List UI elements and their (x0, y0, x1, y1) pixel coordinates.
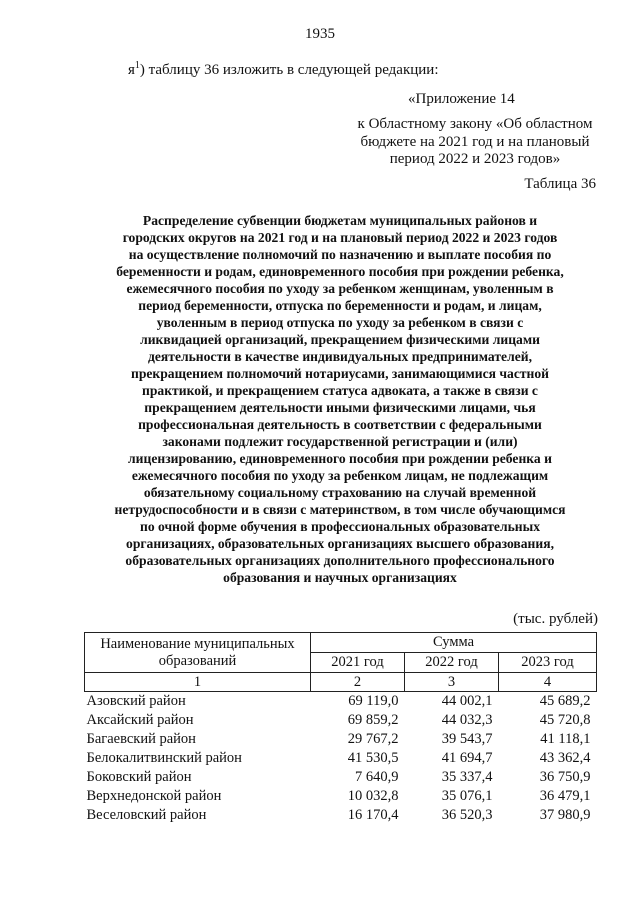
value-2023: 36 479,1 (539, 788, 591, 804)
table-row (85, 692, 597, 712)
column-number: 4 (499, 673, 597, 692)
table-row (85, 730, 597, 749)
law-reference-line: бюджете на 2021 год и на плановый (360, 133, 590, 150)
value-2022: 39 543,7 (441, 731, 493, 747)
page-number: 1935 (305, 26, 335, 42)
column-number: 3 (405, 673, 499, 692)
value-2023: 37 980,9 (539, 807, 591, 823)
heading-line: образования и научных организациях (223, 570, 457, 585)
municipality-name: Боковский район (86, 769, 192, 785)
heading-line: деятельности в качестве индивидуальных предпринимателей, (148, 349, 532, 364)
appendix-title: «Приложение 14 (408, 91, 515, 107)
value-2021: 41 530,5 (347, 750, 399, 766)
municipality-name: Багаевский район (86, 731, 196, 747)
value-2023: 43 362,4 (539, 750, 591, 766)
subvention-table (84, 632, 597, 825)
intro-prefix: я (128, 62, 135, 78)
heading-line: прекращением полномочий нотариусами, занимающимися частной (130, 366, 550, 381)
table-row (85, 806, 597, 825)
intro-text: ) таблицу 36 изложить в следующей редакции: (139, 62, 439, 78)
column-header-name-line: Наименование муниципальных (100, 635, 295, 652)
heading-line: нетрудоспособности и в связи с материнством, в том числе обучающимся (114, 502, 566, 517)
municipality-name: Веселовский район (86, 807, 207, 823)
value-2022: 44 032,3 (441, 712, 493, 728)
heading-line: лицензированию, единовременного пособия при рождении ребенка и (128, 451, 552, 466)
municipality-name: Белокалитвинский район (86, 750, 242, 766)
value-2021: 16 170,4 (347, 807, 399, 823)
value-2022: 41 694,7 (441, 750, 493, 766)
table-row (85, 768, 597, 787)
value-2021: 7 640,9 (355, 769, 399, 785)
value-2021: 69 119,0 (348, 693, 399, 709)
heading-line: образовательных организациях дополнительного профессионального (125, 553, 555, 568)
heading-line: уволенным в период отпуска по уходу за ребенком в связи с (156, 315, 524, 330)
table-row (85, 711, 597, 730)
column-header-sum: Сумма (311, 633, 597, 653)
value-2022: 35 337,4 (441, 769, 493, 785)
value-2023: 45 689,2 (539, 693, 591, 709)
value-2021: 10 032,8 (347, 788, 399, 804)
value-2021: 29 767,2 (347, 731, 399, 747)
intro-line (128, 60, 439, 79)
document-heading (80, 212, 600, 586)
municipality-name: Верхнедонской район (86, 788, 222, 804)
law-reference-line: период 2022 и 2023 годов» (389, 151, 561, 167)
value-2022: 36 520,3 (441, 807, 493, 823)
heading-line: ежемесячного пособия по уходу за ребенком лицам, не подлежащим (131, 468, 549, 483)
column-header-name (85, 633, 311, 673)
heading-line: профессиональная деятельность в соответствии с федеральными (138, 417, 542, 432)
heading-line: период беременности, отпуска по беременности и родам, и лицам, (138, 298, 542, 313)
value-2023: 45 720,8 (539, 712, 591, 728)
heading-line: по очной форме обучения в профессиональных образовательных (139, 519, 541, 534)
column-number-row (85, 673, 597, 692)
table-row (85, 749, 597, 768)
column-number: 1 (85, 673, 311, 692)
heading-line: законами подлежит государственной регистрации и (или) (162, 434, 518, 449)
table-label: Таблица 36 (524, 176, 596, 192)
column-header-year: 2022 год (405, 653, 499, 673)
heading-line: на осуществление полномочий по назначению и выплате пособия по (128, 247, 552, 262)
law-reference-line: к Областному закону «Об областном (357, 116, 593, 132)
law-reference (330, 116, 620, 169)
heading-line: прекращением деятельности иными физическими лицами, чья (144, 400, 536, 415)
column-number: 2 (311, 673, 405, 692)
heading-line: ежемесячного пособия по уходу за ребенком женщинам, уволенным в (126, 281, 554, 296)
units-label: (тыс. рублей) (513, 611, 598, 627)
heading-line: практикой, и прекращением статуса адвоката, а также в связи с (142, 383, 538, 398)
footnote-mark: 1 (134, 60, 140, 71)
heading-line: организациях, образовательных организациях высшего образования, (126, 536, 554, 551)
value-2022: 44 002,1 (441, 693, 493, 709)
value-2021: 69 859,2 (347, 712, 399, 728)
column-header-year: 2023 год (499, 653, 597, 673)
column-header-name-line: образований (158, 652, 237, 669)
value-2023: 41 118,1 (540, 731, 591, 747)
heading-line: ликвидацией организаций, прекращением физическими лицами (140, 332, 540, 347)
heading-line: обязательному социальному страхованию на случай временной (143, 485, 537, 500)
heading-line: Распределение субвенции бюджетам муниципальных районов и (142, 213, 538, 228)
value-2022: 35 076,1 (441, 788, 493, 804)
column-header-year: 2021 год (311, 653, 405, 673)
heading-line: беременности и родам, единовременного пособия при рождении ребенка, (116, 264, 564, 279)
municipality-name: Аксайский район (86, 712, 194, 728)
heading-line: городских округов на 2021 год и на плановый период 2022 и 2023 годов (122, 230, 558, 245)
value-2023: 36 750,9 (539, 769, 591, 785)
municipality-name: Азовский район (86, 693, 186, 709)
table-row (85, 787, 597, 806)
